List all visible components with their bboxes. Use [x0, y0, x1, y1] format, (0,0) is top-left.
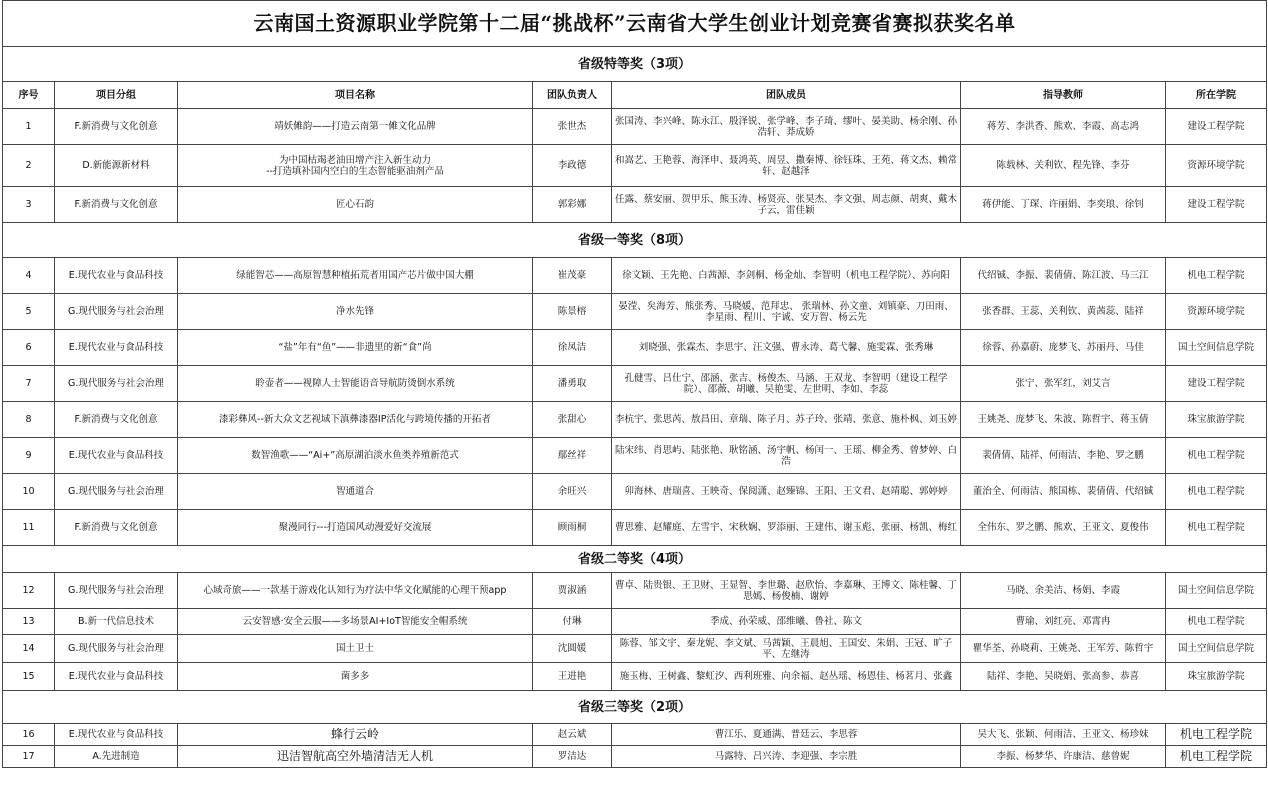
team-leader: 贾淑涵: [533, 573, 612, 609]
row-number: 8: [3, 402, 55, 438]
team-leader: 赵云斌: [533, 724, 612, 746]
row-number: 16: [3, 724, 55, 746]
project-group: F.新消费与文化创意: [55, 109, 178, 145]
team-members: 陈蓉、邹文宇、秦龙妮、李文斌、马茜颖、王晨旭、王国安、朱娟、王冠、旷子平、左继涛: [612, 635, 961, 663]
project-group: G.现代服务与社会治理: [55, 474, 178, 510]
team-members: 孔健雪、吕仕宁、邵涵、张吉、杨俊杰、马涵、王双龙、李智明（建设工程学院）、邵薇、胡曦、吴艳雯、左世明、李如、李蕊: [612, 366, 961, 402]
project-name: 迅洁智航高空外墙清洁无人机: [178, 746, 533, 768]
column-header: 指导教师: [961, 82, 1166, 109]
table-row: [3, 724, 1267, 746]
advisors: 董治全、何雨洁、熊国栋、裴倩倩、代绍铖: [961, 474, 1166, 510]
college: 国土空间信息学院: [1166, 635, 1267, 663]
project-name: 匠心石韵: [178, 187, 533, 223]
table-row: [3, 609, 1267, 635]
college: 国土空间信息学院: [1166, 330, 1267, 366]
advisors: 陈载林、关利钦、程先锋、李芬: [961, 145, 1166, 187]
project-group: F.新消费与文化创意: [55, 187, 178, 223]
project-group: G.现代服务与社会治理: [55, 573, 178, 609]
college: 珠宝旅游学院: [1166, 663, 1267, 691]
advisors: 吴大飞、张颖、何雨洁、王亚文、杨珍妹: [961, 724, 1166, 746]
table-row: [3, 635, 1267, 663]
advisors: 徐蓉、孙嘉蔚、庞梦飞、苏丽丹、马佳: [961, 330, 1166, 366]
advisors: 王姚尧、庞梦飞、朱波、陈哲宇、蒋玉倩: [961, 402, 1166, 438]
project-name: “盐”年有“鱼”——非遗里的新“食”尚: [178, 330, 533, 366]
row-number: 6: [3, 330, 55, 366]
advisors: 瞿华荃、孙晓莉、王姚尧、王军芳、陈哲宇: [961, 635, 1166, 663]
project-name: 数智渔歌——“Ai+”高原湖泊淡水鱼类养殖新范式: [178, 438, 533, 474]
team-members: 任露、蔡安丽、贺甲乐、熊玉涛、杨贤亮、张昊杰、李文强、周志颜、胡爽、戴木子云，雷佳颖: [612, 187, 961, 223]
row-number: 17: [3, 746, 55, 768]
team-leader: 沈圆媛: [533, 635, 612, 663]
table-row: [3, 663, 1267, 691]
college: 资源环境学院: [1166, 145, 1267, 187]
section-row: [3, 223, 1267, 258]
column-header: 序号: [3, 82, 55, 109]
team-leader: 陈景榕: [533, 294, 612, 330]
college: 建设工程学院: [1166, 366, 1267, 402]
team-members: 徐文颖、王先艳、白茜源、李剑桐、杨金灿、李智明（机电工程学院）、苏向阳: [612, 258, 961, 294]
team-members: 卯海林、唐瑞喜、王映奇、保阅潇、赵臻锦、王阳、王文君、赵靖聪、郭婷婷: [612, 474, 961, 510]
table-row: [3, 510, 1267, 546]
row-number: 12: [3, 573, 55, 609]
table-row: [3, 258, 1267, 294]
college: 机电工程学院: [1166, 438, 1267, 474]
row-number: 4: [3, 258, 55, 294]
project-name: 净水先锋: [178, 294, 533, 330]
team-members: 施玉梅、王树鑫、黎虹汐、西利班雅、向余福、赵丛瑶、杨恩佳、杨茗月、张鑫: [612, 663, 961, 691]
college: 建设工程学院: [1166, 187, 1267, 223]
project-group: D.新能源新材料: [55, 145, 178, 187]
project-group: G.现代服务与社会治理: [55, 635, 178, 663]
table-row: [3, 330, 1267, 366]
team-leader: 李政德: [533, 145, 612, 187]
table-row: [3, 187, 1267, 223]
row-number: 13: [3, 609, 55, 635]
team-leader: 张甜心: [533, 402, 612, 438]
college: 机电工程学院: [1166, 510, 1267, 546]
project-group: G.现代服务与社会治理: [55, 294, 178, 330]
table-row: [3, 294, 1267, 330]
team-members: 李杭宇、张思芮、敖昌田、章瑞、陈子月、苏子玲、张靖、张意、施朴枫、刘玉婷: [612, 402, 961, 438]
team-leader: 王进艳: [533, 663, 612, 691]
project-group: E.现代农业与食品科技: [55, 438, 178, 474]
college: 机电工程学院: [1166, 746, 1267, 768]
project-name: 漆彩彝风--新大众文艺视域下滇彝漆器IP活化与跨境传播的开拓者: [178, 402, 533, 438]
team-leader: 余旺兴: [533, 474, 612, 510]
section-row: [3, 47, 1267, 82]
project-name: 心域奇旅——一款基于游戏化认知行为疗法中华文化赋能的心理干预app: [178, 573, 533, 609]
team-members: 刘晓强、张霖杰、李思宇、汪文强、曹永涛、葛弋馨、施雯霖、张秀琳: [612, 330, 961, 366]
column-header: 项目名称: [178, 82, 533, 109]
project-group: F.新消费与文化创意: [55, 402, 178, 438]
advisors: 张宁、张军红，刘艾言: [961, 366, 1166, 402]
row-number: 11: [3, 510, 55, 546]
college: 机电工程学院: [1166, 724, 1267, 746]
row-number: 1: [3, 109, 55, 145]
table-row: [3, 438, 1267, 474]
advisors: 代绍铖、李振、裴倩倩、陈江波、马三江: [961, 258, 1166, 294]
team-leader: 顾雨桐: [533, 510, 612, 546]
page-title: 云南国土资源职业学院第十二届“挑战杯”云南省大学生创业计划竞赛省赛拟获奖名单: [3, 1, 1267, 47]
project-group: B.新一代信息技术: [55, 609, 178, 635]
college: 机电工程学院: [1166, 609, 1267, 635]
advisors: 张香群、王蕊、关利钦、黄茜蕊、陆祥: [961, 294, 1166, 330]
table-row: [3, 366, 1267, 402]
section-heading: 省级三等奖（2项）: [3, 691, 1267, 724]
project-name: 聆壶者——视障人士智能语音导航防烫倒水系统: [178, 366, 533, 402]
advisors: 裴倩倩、陆祥、何雨洁、李艳、罗之鹏: [961, 438, 1166, 474]
project-group: A.先进制造: [55, 746, 178, 768]
section-row: [3, 546, 1267, 573]
row-number: 9: [3, 438, 55, 474]
project-group: E.现代农业与食品科技: [55, 724, 178, 746]
table-row: [3, 474, 1267, 510]
team-members: 张国涛、李兴峰、陈永江、殷泽锐、张学峰、李子琦、缪叶、晏美助、杨余刚、孙浩轩、莽成娇: [612, 109, 961, 145]
project-group: E.现代农业与食品科技: [55, 663, 178, 691]
advisors: 全伟东、罗之鹏、熊欢、王亚文、夏俊伟: [961, 510, 1166, 546]
table-row: [3, 109, 1267, 145]
section-heading: 省级特等奖（3项）: [3, 47, 1267, 82]
project-name: 云安智感·安全云服——多场景AI+IoT智能安全帽系统: [178, 609, 533, 635]
team-leader: 付琳: [533, 609, 612, 635]
row-number: 15: [3, 663, 55, 691]
project-name: 为中国枯竭老油田增产注入新生动力 --打造填补国内空白的生态智能驱油剂产品: [178, 145, 533, 187]
team-leader: 罗洁达: [533, 746, 612, 768]
advisors: 蒋伊能、丁琛、许丽娟、李奕琅、徐钊: [961, 187, 1166, 223]
college: 国土空间信息学院: [1166, 573, 1267, 609]
row-number: 5: [3, 294, 55, 330]
column-header: 团队负责人: [533, 82, 612, 109]
project-name: 靖妖傩韵——打造云南第一傩文化品牌: [178, 109, 533, 145]
project-name: 智通道合: [178, 474, 533, 510]
advisors: 陆祥、李艳、吴晓娟、张高参、恭喜: [961, 663, 1166, 691]
project-group: E.现代农业与食品科技: [55, 258, 178, 294]
row-number: 3: [3, 187, 55, 223]
award-list-sheet: [2, 0, 1266, 768]
team-leader: 潘勇取: [533, 366, 612, 402]
project-name: 国土卫士: [178, 635, 533, 663]
section-heading: 省级一等奖（8项）: [3, 223, 1267, 258]
team-leader: 崔茂豪: [533, 258, 612, 294]
table-header-row: [3, 82, 1267, 109]
college: 机电工程学院: [1166, 474, 1267, 510]
table-row: [3, 573, 1267, 609]
column-header: 项目分组: [55, 82, 178, 109]
advisors: 马晓、余美洁、杨娟、李霞: [961, 573, 1166, 609]
team-members: 曹江乐、夏通满、普廷云、李思蓉: [612, 724, 961, 746]
table-row: [3, 145, 1267, 187]
section-row: [3, 691, 1267, 724]
row-number: 10: [3, 474, 55, 510]
college: 珠宝旅游学院: [1166, 402, 1267, 438]
team-members: 和嵩艺、王艳蓉、海泽申、聂鸿英、周昱、撒秦博、徐钰珠、王苑、蒋文杰、赖常轩、赵越泽: [612, 145, 961, 187]
team-members: 陆宋纬、肖思屿、陆张艳、耿铭涵、汤宇帆、杨闰一、王瑶、柳金秀、曾梦婷、白浩: [612, 438, 961, 474]
project-name: 菌多多: [178, 663, 533, 691]
award-table: [2, 0, 1267, 768]
team-members: 曹思雅、赵耀庭、左雪宇、宋秋娴、罗添丽、王建伟、谢玉彪、张丽、杨凯、梅红: [612, 510, 961, 546]
row-number: 2: [3, 145, 55, 187]
table-row: [3, 746, 1267, 768]
team-members: 晏滢、矣海芳、熊张秀、马晓媛、范拜忠、 张瑞林、孙文童、刘镇豪、刀田雨、李星雨、程川、宇诚、安万智、杨云先: [612, 294, 961, 330]
project-group: E.现代农业与食品科技: [55, 330, 178, 366]
team-leader: 郭彩娜: [533, 187, 612, 223]
college: 机电工程学院: [1166, 258, 1267, 294]
project-name: 蜂行云岭: [178, 724, 533, 746]
advisors: 蒋芳、李洪香、熊欢、李霞、高志鸿: [961, 109, 1166, 145]
table-row: [3, 402, 1267, 438]
college: 建设工程学院: [1166, 109, 1267, 145]
project-group: G.现代服务与社会治理: [55, 366, 178, 402]
project-name: 绿能智芯——高原智慧种植拓荒者用国产芯片做中国大棚: [178, 258, 533, 294]
team-leader: 徐凤洁: [533, 330, 612, 366]
row-number: 7: [3, 366, 55, 402]
project-name: 聚漫同行---打造国风动漫爱好交流展: [178, 510, 533, 546]
column-header: 团队成员: [612, 82, 961, 109]
advisors: 曹瑜、刘红亮、邓霄冉: [961, 609, 1166, 635]
advisors: 李振、杨梦华、许康洁、慈曾妮: [961, 746, 1166, 768]
team-leader: 鄢丝祥: [533, 438, 612, 474]
team-members: 曹卓、陆贵银、王卫财、王显智、李世璐、赵欣怡、李嘉琳、王博文、陈桂馨、丁思嫣、杨俊楠、谢婷: [612, 573, 961, 609]
row-number: 14: [3, 635, 55, 663]
team-members: 马露特、吕兴涛、李迎强、李宗胜: [612, 746, 961, 768]
team-leader: 张世杰: [533, 109, 612, 145]
team-members: 季成、孙荣威、邵维曦、鲁社、陈文: [612, 609, 961, 635]
college: 资源环境学院: [1166, 294, 1267, 330]
section-heading: 省级二等奖（4项）: [3, 546, 1267, 573]
column-header: 所在学院: [1166, 82, 1267, 109]
project-group: F.新消费与文化创意: [55, 510, 178, 546]
